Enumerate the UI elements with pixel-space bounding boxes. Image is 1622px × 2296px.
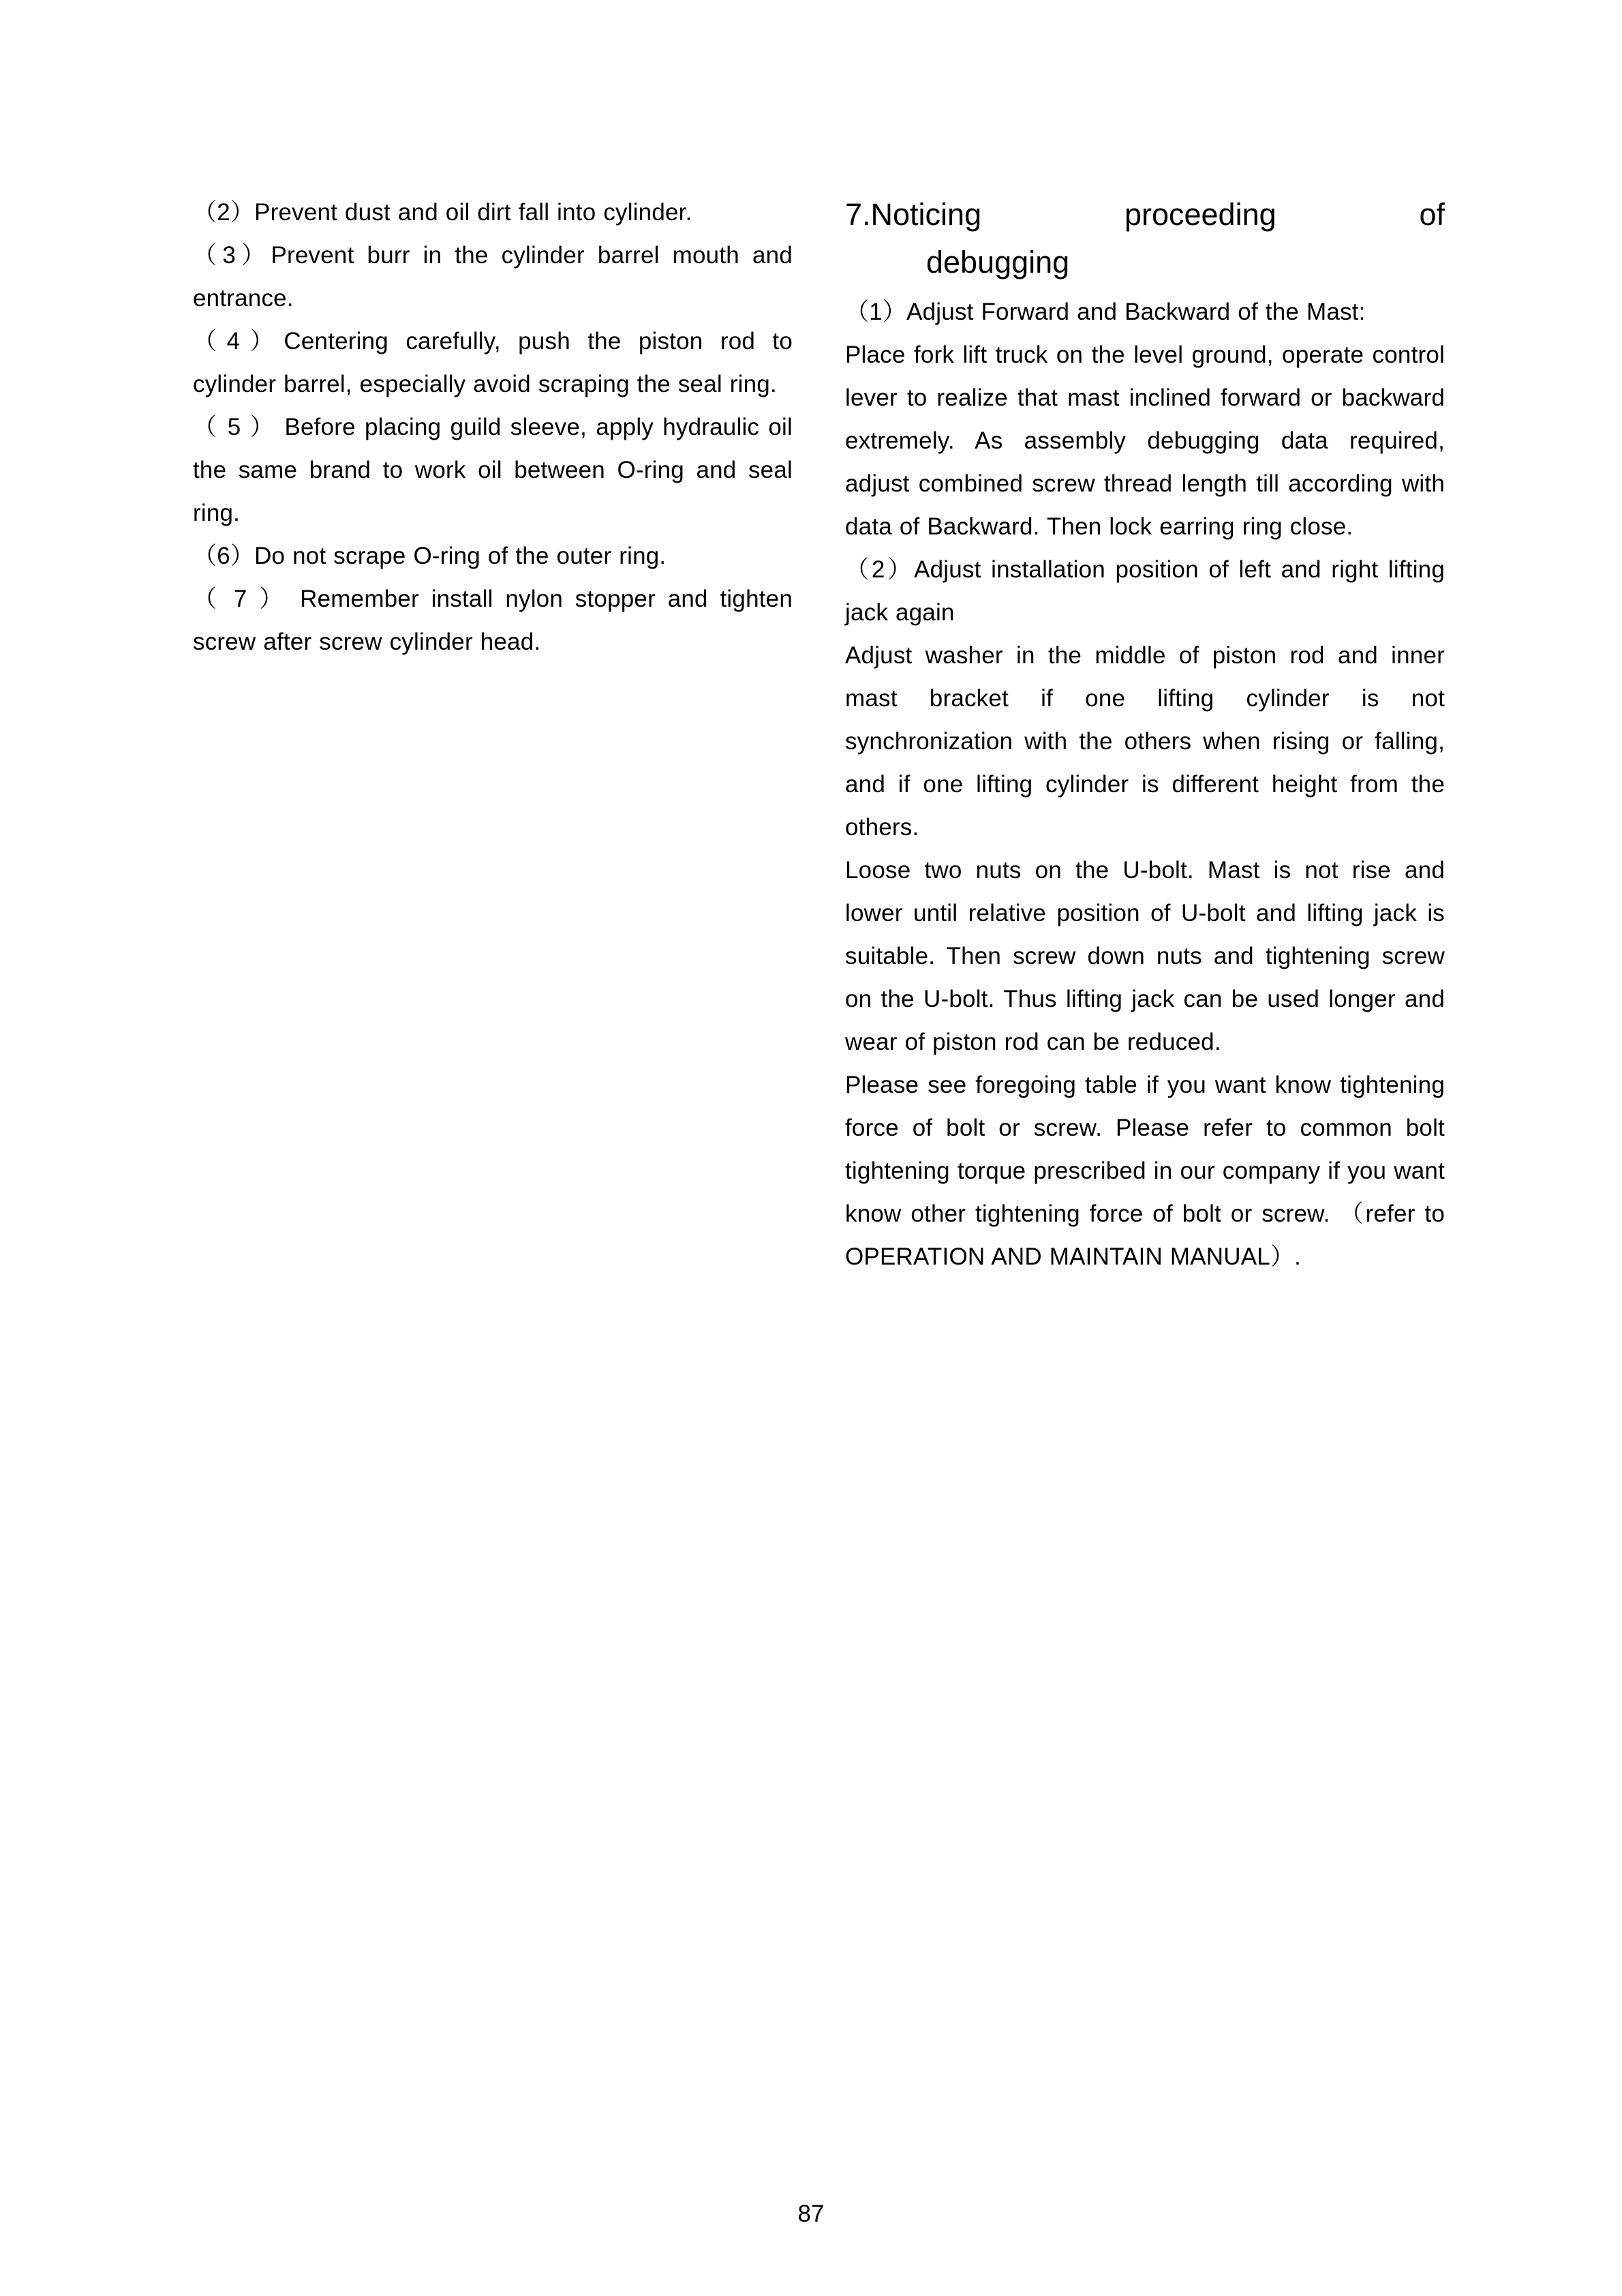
paragraph-adjust-mast: （1）Adjust Forward and Backward of the Mast: <box>845 299 1366 325</box>
paragraph-item-4: （4）Centering carefully, push the piston rod to cylinder barrel, especially avoid scraping the seal ring. <box>193 328 793 397</box>
paragraph-item-3: （3）Prevent burr in the cylinder barrel mouth and entrance. <box>193 242 793 312</box>
paragraph-adjust-lifting-jack: （2）Adjust installation position of left and right lifting jack again <box>845 556 1445 626</box>
right-column <box>845 191 1445 1278</box>
left-column <box>193 191 793 663</box>
section-heading <box>845 191 1445 286</box>
paragraph-item-6: （6）Do not scrape O-ring of the outer ring. <box>193 543 667 569</box>
section-heading-line2: debugging <box>926 245 1070 280</box>
paragraph-item-2: （2）Prevent dust and oil dirt fall into cylinder. <box>193 199 692 226</box>
page-number: 87 <box>797 2201 825 2227</box>
paragraph-adjust-washer: Adjust washer in the middle of piston rod and inner mast bracket if one lifting cylinder is not synchronization with the others when rising or falling, and if one lifting cylinder is different height from the others. <box>845 642 1445 841</box>
paragraph-tightening-force: Please see foregoing table if you want know tightening force of bolt or screw. Please refer to common bolt tightening torque prescribed in our company if you want know other tightening force of bolt or screw. （refer to OPERATION AND MAINTAIN MANUAL）. <box>845 1072 1445 1270</box>
paragraph-loose-nuts: Loose two nuts on the U-bolt. Mast is not rise and lower until relative position of U-bolt and lifting jack is suitable. Then screw down nuts and tightening screw on the U-bolt. Thus lifting jack can be used longer and wear of piston rod can be reduced. <box>845 857 1445 1055</box>
paragraph-item-7: （ 7 ） Remember install nylon stopper and tighten screw after screw cylinder head. <box>193 586 793 655</box>
paragraph-item-5: （ 5 ） Before placing guild sleeve, apply hydraulic oil the same brand to work oil between O-ring and seal ring. <box>193 414 793 526</box>
paragraph-place-forklift: Place fork lift truck on the level ground, operate control lever to realize that mast inclined forward or backward extremely. As assembly debugging data required, adjust combined screw thread length till according with data of Backward. Then lock earring ring close. <box>845 342 1445 540</box>
section-heading-line1: 7.Noticing proceeding of <box>845 197 1445 232</box>
